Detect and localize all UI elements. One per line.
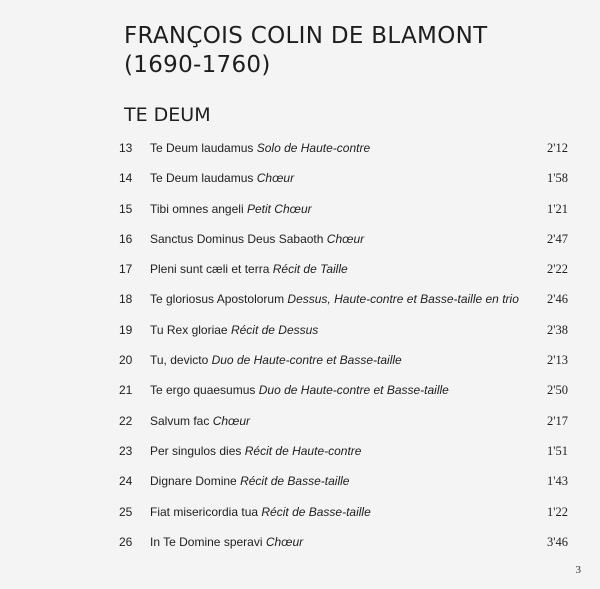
track-number: 23: [119, 443, 133, 458]
track-title: [150, 379, 449, 402]
track-duration: 2'13: [546, 353, 568, 368]
track-voices: Petit Chœur: [246, 201, 312, 216]
track-latin-text: Salvum fac: [150, 413, 210, 428]
work-title: TE DEUM: [124, 104, 211, 126]
track-row: [0, 531, 600, 561]
track-number: 19: [119, 322, 133, 337]
track-row: [0, 198, 600, 228]
composer-heading: [124, 22, 487, 80]
track-latin-text: Fiat misericordia tua: [150, 504, 259, 519]
track-latin-text: In Te Domine speravi: [150, 534, 263, 549]
track-number: 14: [119, 171, 133, 186]
track-latin-text: Tibi omnes angeli: [150, 201, 244, 216]
track-title: [150, 531, 303, 554]
track-duration: 2'46: [546, 292, 568, 307]
track-voices: Chœur: [256, 171, 295, 186]
track-row: [0, 228, 600, 258]
track-duration: 2'47: [546, 231, 568, 246]
track-number: 22: [119, 413, 133, 428]
track-duration: 1'58: [546, 171, 568, 186]
track-row: [0, 319, 600, 349]
track-latin-text: Te gloriosus Apostolorum: [150, 292, 285, 307]
track-latin-text: Per singulos dies: [150, 443, 242, 458]
track-duration: 2'50: [546, 383, 568, 398]
track-title: [150, 228, 364, 251]
page-number: 3: [575, 564, 581, 576]
track-row: [0, 501, 600, 531]
track-voices: Duo de Haute-contre et Basse-taille: [258, 383, 449, 398]
track-title: [150, 137, 370, 160]
track-voices: Récit de Haute-contre: [244, 443, 362, 458]
track-voices: Chœur: [212, 413, 251, 428]
track-latin-text: Tu Rex gloriae: [150, 322, 228, 337]
track-number: 21: [119, 383, 133, 398]
track-row: [0, 349, 600, 379]
track-voices: Duo de Haute-contre et Basse-taille: [211, 353, 402, 368]
track-latin-text: Te Deum laudamus: [150, 141, 254, 155]
track-duration: 1'43: [546, 474, 568, 489]
track-title: [150, 288, 519, 311]
track-row: [0, 288, 600, 318]
track-number: 24: [119, 474, 133, 489]
track-latin-text: Dignare Domine: [150, 474, 237, 489]
track-duration: 1'21: [546, 201, 568, 216]
track-title: [150, 470, 349, 493]
track-voices: Chœur: [265, 534, 304, 549]
track-row: [0, 137, 600, 167]
track-voices: Chœur: [326, 231, 365, 246]
track-row: [0, 258, 600, 288]
track-duration: 2'22: [546, 262, 568, 277]
track-number: 15: [119, 201, 133, 216]
track-title: [150, 319, 318, 342]
track-title: [150, 410, 250, 433]
track-number: 20: [119, 353, 133, 368]
track-title: [150, 258, 348, 281]
track-latin-text: Pleni sunt cæli et terra: [150, 262, 270, 277]
track-title: [150, 440, 361, 463]
track-duration: 2'17: [546, 413, 568, 428]
track-row: [0, 470, 600, 500]
track-voices: Solo de Haute-contre: [256, 141, 371, 155]
track-list: [0, 137, 600, 561]
track-voices: Récit de Basse-taille: [240, 474, 350, 489]
track-voices: Dessus, Haute-contre et Basse-taille en trio: [287, 292, 519, 307]
track-row: [0, 440, 600, 470]
track-title: [150, 167, 294, 190]
track-number: 13: [119, 141, 133, 155]
track-title: [150, 501, 371, 524]
track-title: [150, 349, 402, 372]
composer-name: FRANÇOIS COLIN DE BLAMONT: [124, 23, 488, 49]
track-number: 18: [119, 292, 133, 307]
track-latin-text: Te ergo quaesumus: [150, 383, 256, 398]
track-latin-text: Te Deum laudamus: [150, 171, 254, 186]
track-duration: 2'12: [546, 141, 568, 155]
track-latin-text: Sanctus Dominus Deus Sabaoth: [150, 231, 324, 246]
track-number: 25: [119, 504, 133, 519]
track-latin-text: Tu, devicto: [150, 353, 209, 368]
track-row: [0, 379, 600, 409]
track-duration: 3'46: [546, 534, 568, 549]
composer-dates: (1690-1760): [124, 52, 271, 78]
track-number: 17: [119, 262, 133, 277]
track-row: [0, 167, 600, 197]
track-duration: 1'51: [546, 443, 568, 458]
track-title: [150, 198, 312, 221]
track-voices: Récit de Basse-taille: [261, 504, 371, 519]
track-duration: 1'22: [546, 504, 568, 519]
track-voices: Récit de Dessus: [230, 322, 319, 337]
track-row: [0, 410, 600, 440]
track-number: 16: [119, 231, 133, 246]
track-number: 26: [119, 534, 133, 549]
track-duration: 2'38: [546, 322, 568, 337]
track-voices: Récit de Taille: [272, 262, 348, 277]
